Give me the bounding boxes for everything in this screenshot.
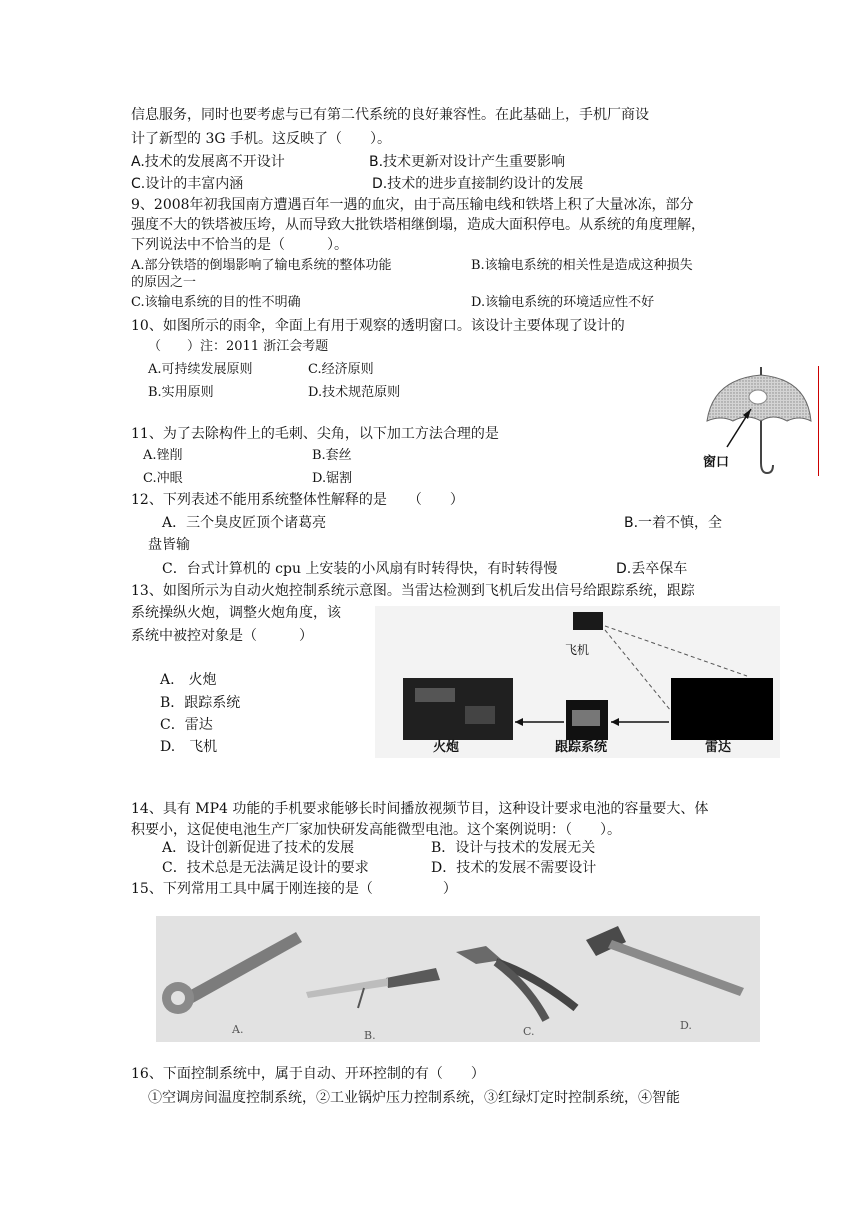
q10-option-a: A.可持续发展原则: [148, 362, 253, 377]
q9-option-a: A.部分铁塔的倒塌影响了输电系统的整体功能: [131, 258, 392, 273]
q14-stem-line1: 14、具有 MP4 功能的手机要求能够长时间播放视频节目，这种设计要求电池的容量要大、体: [131, 801, 709, 817]
q8-stem-line1: 信息服务，同时也要考虑与已有第二代系统的良好兼容性。在此基础上，手机厂商设: [131, 107, 649, 123]
q9-option-d: D.该输电系统的环境适应性不好: [471, 295, 655, 310]
tool-label-d: D.: [680, 1019, 692, 1032]
tool-label-b: B.: [364, 1029, 376, 1042]
radar-image: [671, 678, 773, 740]
tools-figure-svg: [156, 916, 760, 1042]
q14-option-c: C．技术总是无法满足设计的要求: [162, 860, 369, 876]
umbrella-figure: [703, 365, 813, 477]
q12-option-a: A．三个臭皮匠顶个诸葛亮: [162, 515, 327, 531]
diagram-label-radar: 雷达: [705, 740, 732, 755]
q10-stem-line1: 10、如图所示的雨伞，伞面上有用于观察的透明窗口。该设计主要体现了设计的: [131, 318, 625, 334]
q13-option-b: B．跟踪系统: [160, 695, 241, 711]
q9-stem-line1: 9、2008年初我国南方遭遇百年一遇的血灾，由于高压输电线和铁塔上积了大量冰冻，部分: [131, 197, 694, 213]
q9-option-c: C.该输电系统的目的性不明确: [131, 295, 301, 310]
q10-option-b: B.实用原则: [148, 385, 214, 400]
q12-stem: 12、下列表述不能用系统整体性解释的是 （ ）: [131, 492, 464, 508]
tools-figure: [156, 916, 760, 1042]
q9-stem-line3: 下列说法中不恰当的是（ ）。: [131, 237, 348, 253]
q10-option-c: C.经济原则: [308, 362, 374, 377]
q8-option-b: B.技术更新对设计产生重要影响: [369, 154, 566, 170]
fire-control-diagram-svg: [375, 606, 780, 758]
q10-option-d: D.技术规范原则: [308, 385, 401, 400]
q13-option-c: C．雷达: [160, 717, 213, 733]
tool-label-a: A.: [232, 1023, 244, 1036]
q12-option-b-cont: 盘皆输: [148, 537, 190, 553]
fire-control-diagram: [375, 606, 780, 758]
q11-option-a: A.锉削: [143, 448, 183, 463]
q9-option-b: B.该输电系统的相关性是造成这种损失: [471, 258, 693, 273]
diagram-label-tracking: 跟踪系统: [555, 740, 608, 755]
plane-icon: [573, 612, 603, 630]
diagram-label-cannon: 火炮: [433, 740, 460, 755]
q11-option-d: D.锯割: [312, 471, 353, 486]
cannon-image: [403, 678, 513, 740]
q16-stem: 16、下面控制系统中，属于自动、开环控制的有（ ）: [131, 1066, 485, 1082]
q12-option-d: D.丢卒保车: [616, 561, 688, 577]
q8-stem-line2: 计了新型的 3G 手机。这反映了（ ）。: [131, 131, 391, 147]
q15-stem: 15、下列常用工具中属于刚连接的是（ ）: [131, 881, 457, 897]
q12-option-c: C．台式计算机的 cpu 上安装的小风扇有时转得快，有时转得慢: [162, 561, 558, 577]
q9-stem-line2: 强度不大的铁塔被压垮，从而导致大批铁塔相继倒塌，造成大面积停电。从系统的角度理解，: [131, 217, 705, 233]
diagram-label-plane: 飞机: [565, 643, 590, 657]
q11-option-c: C.冲眼: [143, 471, 183, 486]
q14-option-d: D．技术的发展不需要设计: [431, 860, 597, 876]
q13-option-a: A. 火炮: [160, 672, 217, 688]
q16-line2: ①空调房间温度控制系统，②工业锅炉压力控制系统，③红绿灯定时控制系统，④智能: [148, 1090, 680, 1106]
q13-stem-line1: 13、如图所示为自动火炮控制系统示意图。当雷达检测到飞机后发出信号给跟踪系统，跟踪: [131, 583, 695, 599]
q8-option-c: C.设计的丰富内涵: [131, 176, 244, 192]
q13-option-d: D. 飞机: [160, 739, 218, 755]
q9-option-b-cont: 的原因之一: [131, 275, 197, 290]
q8-option-a: A.技术的发展离不开设计: [131, 154, 285, 170]
q14-option-b: B．设计与技术的发展无关: [431, 840, 596, 856]
margin-line: [818, 366, 819, 476]
q14-stem-line2: 积要小，这促使电池生产厂家加快研发高能微型电池。这个案例说明：（ ）。: [131, 822, 621, 838]
q12-option-b: B.一着不慎，全: [624, 515, 723, 531]
q13-stem-line3: 系统中被控对象是（ ）: [131, 628, 313, 644]
q11-option-b: B.套丝: [312, 448, 352, 463]
q14-option-a: A．设计创新促进了技术的发展: [162, 840, 355, 856]
q10-stem-line2: （ ）注：2011 浙江会考题: [148, 339, 329, 354]
umbrella-window-label: 窗口: [703, 455, 730, 470]
tool-label-c: C.: [523, 1025, 535, 1038]
q11-stem: 11、为了去除构件上的毛刺、尖角，以下加工方法合理的是: [131, 426, 499, 442]
q13-stem-line2: 系统操纵火炮，调整火炮角度，该: [131, 605, 341, 621]
q8-option-d: D.技术的进步直接制约设计的发展: [372, 176, 584, 192]
